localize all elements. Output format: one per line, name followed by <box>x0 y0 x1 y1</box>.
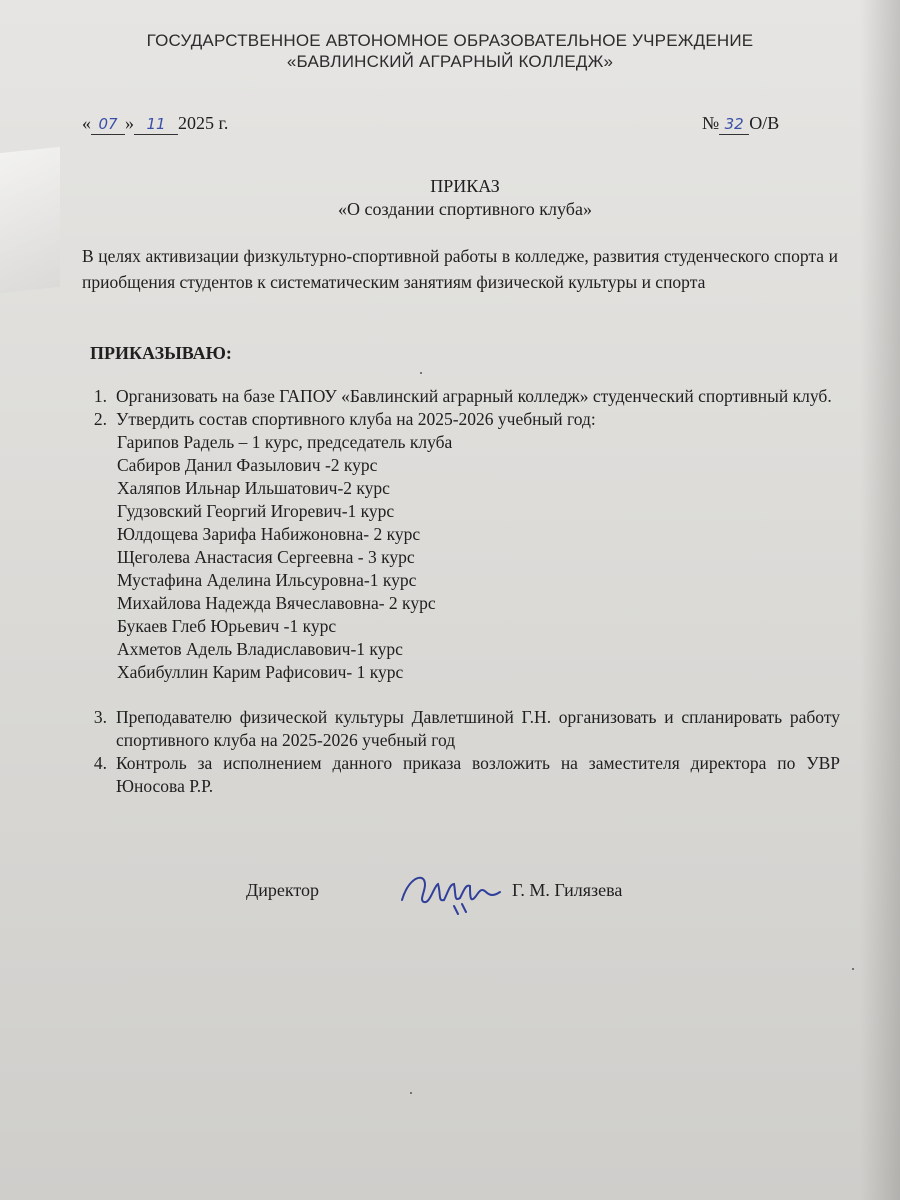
item-number: 2. <box>93 409 107 429</box>
member-entry: Юлдощева Зарифа Набижоновна- 2 курс <box>117 524 421 544</box>
title-line-1: ПРИКАЗ <box>430 176 500 196</box>
order-date <box>82 113 228 135</box>
order-title <box>0 175 900 221</box>
number-value: 32 <box>724 115 744 133</box>
list-item <box>80 408 840 431</box>
member-entry: Хабибуллин Карим Рафисович- 1 курс <box>117 662 404 682</box>
date-year: 2025 г. <box>178 113 229 133</box>
date-open-quote: « <box>82 113 91 133</box>
speck <box>852 968 854 970</box>
list-item <box>80 385 840 408</box>
member-entry: Мустафина Аделина Ильсуровна-1 курс <box>117 570 417 590</box>
item-number: 4. <box>93 753 107 773</box>
institution-header <box>0 30 900 72</box>
member-entry: Букаев Глеб Юрьевич -1 курс <box>117 616 337 636</box>
order-word: ПРИКАЗЫВАЮ: <box>90 343 232 363</box>
list-item <box>80 706 840 752</box>
title-line-2: «О создании спортивного клуба» <box>338 199 592 219</box>
member-entry: Михайлова Надежда Вячеславовна- 2 курс <box>117 593 436 613</box>
date-close-quote: » <box>125 113 134 133</box>
item-text: Утвердить состав спортивного клуба на 2025-2026 учебный год: <box>116 409 596 429</box>
date-day: 07 <box>98 115 118 133</box>
item-text: Преподавателю физической культуры Давлетшиной Г.Н. организовать и спланировать работу спортивного клуба на 2025-2026 учебный год <box>116 707 840 750</box>
member-entry: Халяпов Ильнар Ильшатович-2 курс <box>117 478 390 498</box>
header-line-2: «БАВЛИНСКИЙ АГРАРНЫЙ КОЛЛЕДЖ» <box>286 52 614 71</box>
number-suffix: О/В <box>749 113 780 133</box>
list-item <box>80 752 840 798</box>
item-number: 3. <box>93 707 107 727</box>
handwritten-signature-icon <box>394 866 504 916</box>
signer-role: Директор <box>246 880 320 900</box>
member-entry: Щеголева Анастасия Сергеевна - 3 курс <box>117 547 415 567</box>
item-text: Организовать на базе ГАПОУ «Бавлинский аграрный колледж» студенческий спортивный клуб. <box>116 386 832 406</box>
order-items <box>80 385 840 798</box>
speck <box>410 1092 412 1094</box>
intro-paragraph: В целях активизации физкультурно-спортивной работы в колледже, развития студенческого спорта и приобщения студентов к систематическим занятиям физической культуры и спорта <box>82 246 838 292</box>
number-sign: № <box>702 113 720 133</box>
item-text: Контроль за исполнением данного приказа возложить на заместителя директора по УВР Юносова Р.Р. <box>116 753 840 796</box>
member-entry: Гарипов Радель – 1 курс, председатель клуба <box>117 432 453 452</box>
signer-name: Г. М. Гилязева <box>512 880 623 900</box>
date-month: 11 <box>146 115 166 133</box>
speck <box>420 372 422 374</box>
header-line-1: ГОСУДАРСТВЕННОЕ АВТОНОМНОЕ ОБРАЗОВАТЕЛЬНОЕ УЧРЕЖДЕНИЕ <box>146 31 754 50</box>
member-entry: Ахметов Адель Владиславович-1 курс <box>117 639 403 659</box>
member-entry: Сабиров Данил Фазылович -2 курс <box>117 455 378 475</box>
member-entry: Гудзовский Георгий Игоревич-1 курс <box>117 501 395 521</box>
order-number <box>702 113 779 135</box>
item-number: 1. <box>93 386 107 406</box>
members-list <box>80 431 840 684</box>
